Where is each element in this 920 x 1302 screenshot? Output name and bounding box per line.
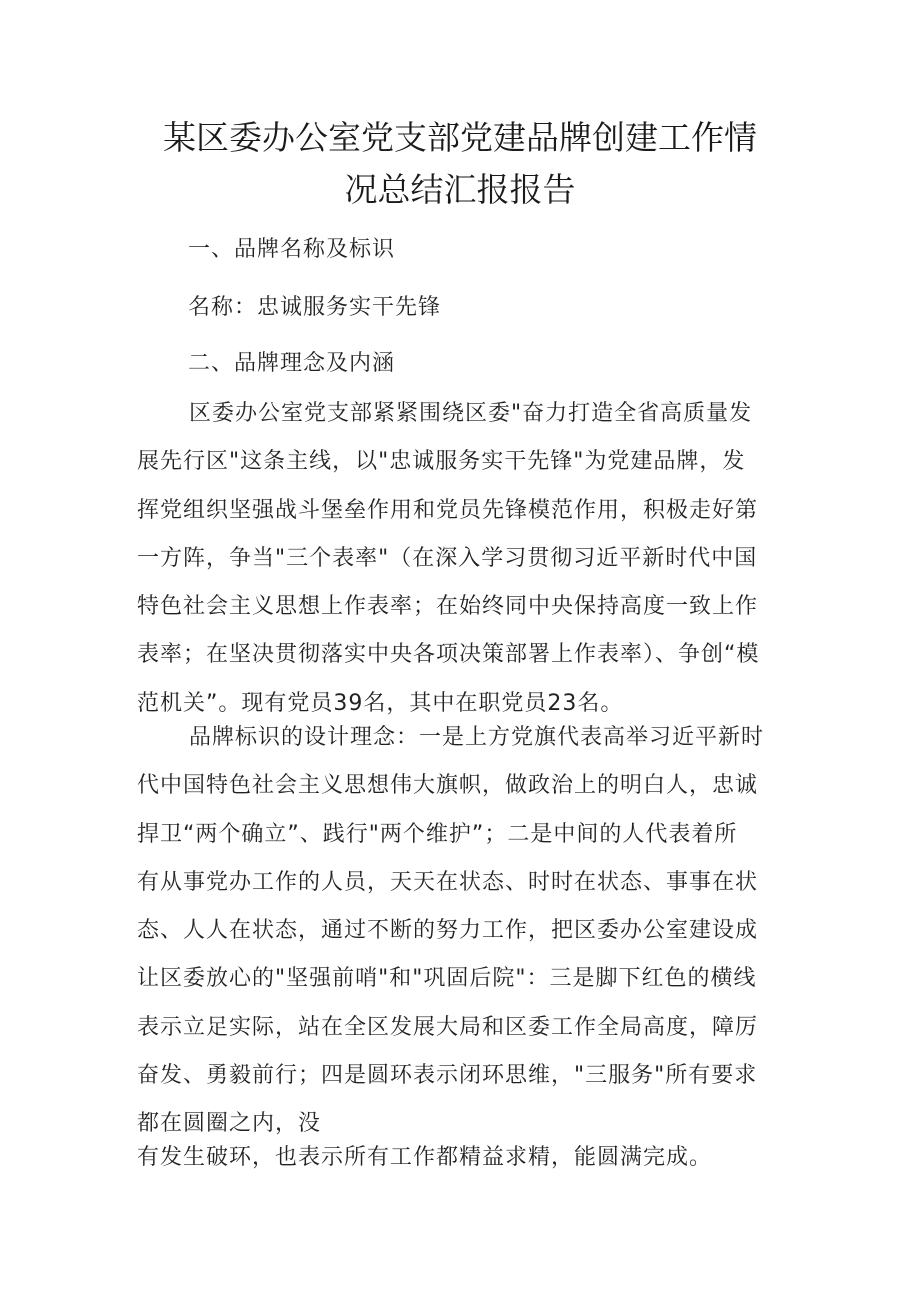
paragraph-line: 奋发、勇毅前行；四是圆环表示闭环思维，"三服务"所有要求 bbox=[137, 1063, 758, 1089]
paragraph-line: 表率；在坚决贯彻落实中央各项决策部署上作表率）、争创“模 bbox=[137, 642, 760, 668]
brand-name-line: 名称：忠诚服务实干先锋 bbox=[188, 295, 442, 320]
paragraph-line: 区委办公室党支部紧紧围绕区委"奋力打造全省高质量发 bbox=[189, 401, 753, 426]
paragraph-line: 挥党组织坚强战斗堡垒作用和党员先锋模范作用，积极走好第 bbox=[137, 497, 759, 523]
paragraph-line: 捍卫“两个确立”、践行"两个维护”；二是中间的人代表着所 bbox=[137, 821, 738, 847]
paragraph-line: 一方阵，争当"三个表率"（在深入学习贯彻习近平新时代中国 bbox=[137, 545, 758, 571]
document-title bbox=[120, 112, 800, 216]
title-line-1: 某区委办公室党支部党建品牌创建工作情 bbox=[163, 118, 757, 157]
paragraph-line: 让区委放心的"坚强前哨"和"巩固后院"：三是脚下红色的横线 bbox=[137, 966, 757, 992]
section-heading-brand-concept: 二、品牌理念及内涵 bbox=[188, 351, 396, 376]
paragraph-line: 特色社会主义思想上作表率；在始终同中央保持高度一致上作 bbox=[137, 594, 759, 620]
paragraph-continuation-line: 有发生破环，也表示所有工作都精益求精，能圆满完成。 bbox=[137, 1145, 713, 1170]
title-line-2: 况总结汇报报告 bbox=[344, 170, 576, 209]
paragraph-line: 表示立足实际，站在全区发展大局和区委工作全局高度，障厉 bbox=[137, 1014, 759, 1040]
paragraph-line: 态、人人在状态，通过不断的努力工作，把区委办公室建设成 bbox=[137, 918, 759, 944]
section-heading-brand-name: 一、品牌名称及标识 bbox=[188, 237, 396, 262]
paragraph-line: 代中国特色社会主义思想伟大旗帜，做政治上的明白人，忠诚 bbox=[137, 773, 759, 799]
paragraph-logo-design bbox=[137, 714, 797, 1149]
paragraph-line: 品牌标识的设计理念：一是上方党旗代表高举习近平新时 bbox=[189, 725, 765, 750]
paragraph-line: 展先行区"这条主线，以"忠诚服务实干先锋"为党建品牌，发 bbox=[137, 449, 746, 475]
paragraph-brand-concept bbox=[137, 390, 797, 728]
paragraph-line: 有从事党办工作的人员，天天在状态、时时在状态、事事在状 bbox=[137, 869, 759, 895]
paragraph-line: 范机关”。现有党员39名，其中在职党员23名。 bbox=[137, 690, 624, 716]
paragraph-line: 都在圆圈之内，没 bbox=[137, 1111, 322, 1137]
